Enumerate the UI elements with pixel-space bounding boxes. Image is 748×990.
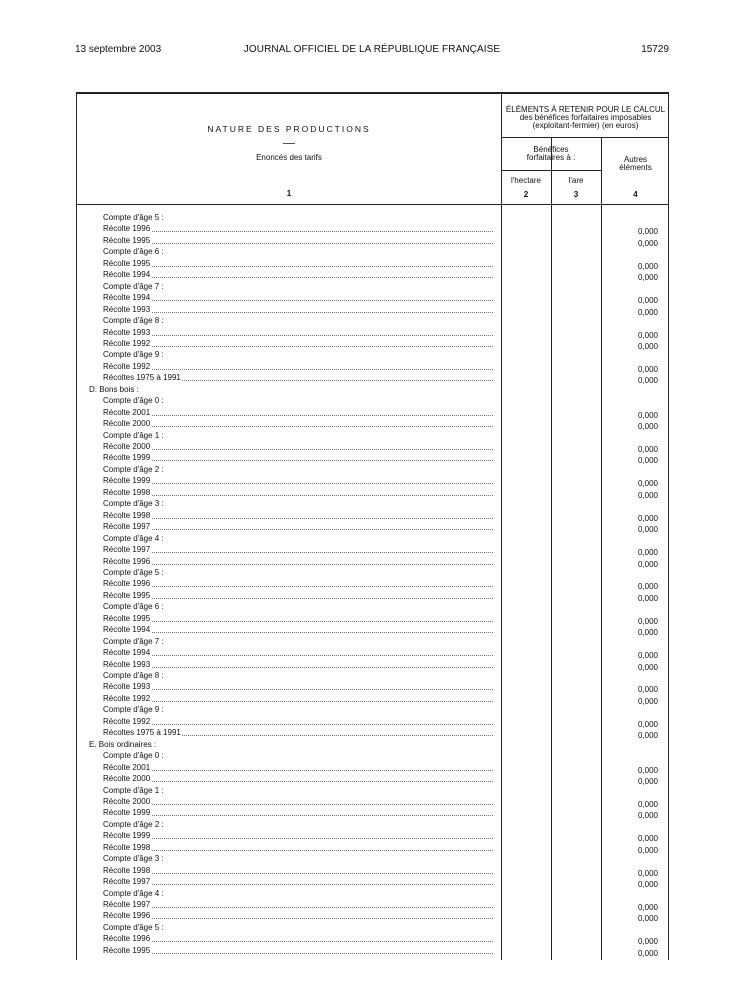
row-label: Compte d'âge 5 : <box>103 213 164 222</box>
dotted-leader <box>103 460 493 461</box>
table-row <box>103 716 497 727</box>
dotted-leader <box>103 953 493 954</box>
row-label: Récolte 1996 <box>103 934 151 944</box>
table-row <box>103 258 497 269</box>
column-divider-1 <box>501 94 502 960</box>
autres-elements-value: 0,000 <box>637 341 658 351</box>
row-label: Récolte 1994 <box>103 648 151 658</box>
row-label: Récolte 1993 <box>103 659 151 669</box>
header-rule-elements <box>501 137 668 138</box>
row-label: Compte d'âge 8 : <box>103 316 164 326</box>
dotted-leader <box>103 415 493 416</box>
publication-date: 13 septembre 2003 <box>75 44 162 55</box>
table-row <box>103 830 497 841</box>
row-label: Récolte 1994 <box>103 625 151 635</box>
row-label: Récolte 1999 <box>103 453 151 463</box>
table-row <box>103 910 497 921</box>
autres-elements-value: 0,000 <box>637 330 658 340</box>
dotted-leader <box>103 873 493 874</box>
table-row <box>103 865 497 876</box>
row-label: Récolte 1995 <box>103 945 151 955</box>
row-label: Compte d'âge 1 : <box>103 430 164 440</box>
row-label: E. Bois ordinaires : <box>89 739 157 749</box>
autres-elements-value: 0,000 <box>637 273 658 283</box>
row-label: Récolte 2001 <box>103 762 151 772</box>
enonces-heading: Enoncés des tarifs <box>256 153 322 162</box>
group-heading <box>103 819 497 830</box>
table-row <box>103 223 497 234</box>
autres-elements-value: 0,000 <box>637 296 658 306</box>
table-row <box>103 235 497 246</box>
table-row <box>103 544 497 555</box>
autres-elements-value: 0,000 <box>637 616 658 626</box>
autres-elements-value: 0,000 <box>637 868 658 878</box>
dotted-leader <box>103 598 493 599</box>
dotted-leader <box>103 884 493 885</box>
group-heading <box>103 498 497 509</box>
row-label: Compte d'âge 0 : <box>103 751 164 761</box>
elements-heading-line3: (exploitant-fermier) (en euros) <box>532 121 639 130</box>
dotted-leader <box>103 495 493 496</box>
page-header <box>75 44 669 60</box>
row-label: Récolte 1999 <box>103 476 151 486</box>
autres-elements-value: 0,000 <box>637 628 658 638</box>
row-label: Récolte 1997 <box>103 522 151 532</box>
autres-elements-value: 0,000 <box>637 582 658 592</box>
dotted-leader <box>103 941 493 942</box>
dotted-leader <box>103 667 493 668</box>
autres-elements-value: 0,000 <box>637 811 658 821</box>
dotted-leader <box>103 918 493 919</box>
autres-elements-value: 0,000 <box>637 937 658 947</box>
row-label: Récolte 1997 <box>103 545 151 555</box>
autres-elements-value: 0,000 <box>637 651 658 661</box>
autres-elements-value: 0,000 <box>637 685 658 695</box>
autres-elements-value: 0,000 <box>637 880 658 890</box>
row-label: Récolte 1997 <box>103 877 151 887</box>
table-row <box>103 292 497 303</box>
section-heading <box>89 384 497 395</box>
table-row <box>103 647 497 658</box>
group-heading <box>103 212 497 223</box>
autres-elements-value: 0,000 <box>637 261 658 271</box>
dotted-leader <box>103 518 493 519</box>
journal-title: JOURNAL OFFICIEL DE LA RÉPUBLIQUE FRANÇAISE <box>243 44 501 55</box>
row-label: Récolte 1997 <box>103 900 151 909</box>
nature-des-productions-heading: NATURE DES PRODUCTIONS <box>207 124 371 134</box>
elements-heading-line1: ÉLÉMENTS À RETENIR POUR LE CALCUL <box>505 105 666 114</box>
dotted-leader <box>103 335 493 336</box>
section-heading <box>89 739 497 750</box>
row-label: Récolte 2000 <box>103 796 151 806</box>
table-row <box>103 899 497 910</box>
table-row <box>103 521 497 532</box>
column-number-1: 1 <box>286 189 292 198</box>
row-label: Récolte 1992 <box>103 716 151 726</box>
row-label: Compte d'âge 5 : <box>103 922 164 932</box>
dotted-leader <box>103 243 493 244</box>
group-heading <box>103 636 497 647</box>
table-row <box>103 945 497 956</box>
autres-elements-value: 0,000 <box>637 525 658 535</box>
elements-heading-line2: des bénéfices forfaitaires imposables <box>519 113 652 122</box>
group-heading <box>103 430 497 441</box>
autres-elements-value: 0,000 <box>637 914 658 924</box>
autres-elements-value: 0,000 <box>637 445 658 454</box>
row-label: Compte d'âge 3 : <box>103 854 164 864</box>
dotted-leader <box>103 552 493 553</box>
table-row <box>103 441 497 452</box>
dotted-leader <box>103 426 493 427</box>
table-row <box>103 452 497 463</box>
row-label: Récolte 1994 <box>103 270 151 280</box>
row-label: Récolte 1992 <box>103 361 151 371</box>
table-row <box>103 659 497 670</box>
row-label: Compte d'âge 6 : <box>103 602 164 612</box>
row-label: Récolte 1993 <box>103 682 151 692</box>
group-heading <box>103 601 497 612</box>
autres-elements-value: 0,000 <box>637 731 658 741</box>
dotted-leader <box>103 312 493 313</box>
table-row <box>103 372 497 383</box>
row-label: Récolte 1992 <box>103 693 151 703</box>
group-heading <box>103 533 497 544</box>
header-rule-benefices <box>501 170 601 171</box>
row-label: Compte d'âge 2 : <box>103 464 164 474</box>
table-row <box>103 773 497 784</box>
row-label: Récolte 1999 <box>103 831 151 841</box>
group-heading <box>103 315 497 326</box>
dotted-leader <box>103 850 493 851</box>
table-row <box>103 418 497 429</box>
dotted-leader <box>103 815 493 816</box>
dotted-leader <box>103 449 493 450</box>
dotted-leader <box>103 300 493 301</box>
row-label: Récolte 2001 <box>103 407 151 417</box>
autres-heading-line1: Autres <box>623 155 648 164</box>
autres-elements-value: 0,000 <box>637 765 658 775</box>
row-label: Récolte 2000 <box>103 419 151 429</box>
table-row <box>103 624 497 635</box>
table-row <box>103 693 497 704</box>
dotted-leader <box>103 483 493 484</box>
row-label: Récolte 1998 <box>103 842 151 852</box>
table-row <box>103 590 497 601</box>
table-row <box>103 407 497 418</box>
row-label: Récolte 1995 <box>103 613 151 623</box>
row-label: Compte d'âge 3 : <box>103 499 164 509</box>
autres-elements-value: 0,000 <box>637 227 658 237</box>
autres-elements-value: 0,000 <box>637 662 658 672</box>
row-label: Compte d'âge 5 : <box>103 567 164 577</box>
column-number-4: 4 <box>633 190 638 199</box>
row-label: Récolte 1995 <box>103 235 151 245</box>
autres-elements-value: 0,000 <box>637 307 658 317</box>
row-label: Récolte 1993 <box>103 304 151 314</box>
table-row <box>103 681 497 692</box>
page-number: 15729 <box>641 44 669 55</box>
group-heading <box>103 246 497 257</box>
table-row <box>103 327 497 338</box>
autres-elements-value: 0,000 <box>637 490 658 500</box>
column-number-2: 2 <box>523 190 529 199</box>
group-heading <box>103 704 497 715</box>
benefices-heading-line1: Bénéfices <box>533 145 569 154</box>
table-row <box>103 613 497 624</box>
dotted-leader <box>103 621 493 622</box>
row-label: Compte d'âge 7 : <box>103 636 164 646</box>
autres-elements-value: 0,000 <box>637 799 658 809</box>
group-heading <box>103 670 497 681</box>
dotted-leader <box>103 369 493 370</box>
autres-elements-value: 0,000 <box>637 513 658 523</box>
table-row <box>103 762 497 773</box>
autres-elements-value: 0,000 <box>637 834 658 844</box>
dotted-leader <box>103 632 493 633</box>
row-label: Récolte 1999 <box>103 808 151 818</box>
heading-dash <box>283 143 295 144</box>
row-label: Récolte 1995 <box>103 258 151 268</box>
autres-elements-value: 0,000 <box>637 410 658 420</box>
dotted-leader <box>103 277 493 278</box>
autres-elements-value: 0,000 <box>637 777 658 787</box>
autres-elements-value: 0,000 <box>637 845 658 855</box>
table-row <box>103 807 497 818</box>
table-row <box>103 727 497 738</box>
table-row <box>103 269 497 280</box>
row-label: Récolte 1998 <box>103 487 151 497</box>
dotted-leader <box>103 838 493 839</box>
row-label: Récolte 1996 <box>103 911 151 921</box>
autres-elements-value: 0,000 <box>637 696 658 706</box>
autres-elements-value: 0,000 <box>637 948 658 958</box>
autres-elements-value: 0,000 <box>637 422 658 432</box>
are-heading: l'are <box>568 176 584 185</box>
row-label: Récolte 1993 <box>103 327 151 337</box>
dotted-leader <box>103 701 493 702</box>
table-row <box>103 556 497 567</box>
dotted-leader <box>103 804 493 805</box>
dotted-leader <box>103 781 493 782</box>
table-row <box>103 510 497 521</box>
row-label: Compte d'âge 9 : <box>103 350 164 360</box>
row-label: Compte d'âge 0 : <box>103 396 164 406</box>
dotted-leader <box>103 564 493 565</box>
row-label: Récolte 1996 <box>103 556 151 566</box>
row-label: Récolte 1992 <box>103 338 151 348</box>
dotted-leader <box>103 346 493 347</box>
row-label: Récolte 1995 <box>103 590 151 600</box>
table-row <box>103 304 497 315</box>
header-bottom-rule <box>77 204 668 205</box>
row-label: Compte d'âge 7 : <box>103 281 164 291</box>
autres-elements-value: 0,000 <box>637 593 658 603</box>
row-label: Récolte 1998 <box>103 510 151 520</box>
table-row <box>103 578 497 589</box>
dotted-leader <box>103 724 493 725</box>
row-label: Compte d'âge 6 : <box>103 247 164 257</box>
group-heading <box>103 395 497 406</box>
autres-elements-value: 0,000 <box>637 364 658 374</box>
column-number-3: 3 <box>573 190 579 199</box>
row-label: Compte d'âge 9 : <box>103 705 164 715</box>
table-row <box>103 487 497 498</box>
autres-elements-value: 0,000 <box>637 548 658 558</box>
row-label: Récolte 1996 <box>103 579 151 589</box>
autres-elements-value: 0,000 <box>637 479 658 489</box>
group-heading <box>103 281 497 292</box>
table-row <box>103 933 497 944</box>
row-label: Récolte 2000 <box>103 442 151 451</box>
autres-elements-value: 0,000 <box>637 376 658 386</box>
row-label: Compte d'âge 8 : <box>103 671 164 680</box>
benefices-heading-line2: forfaitaires à : <box>526 153 576 162</box>
dotted-leader <box>103 655 493 656</box>
group-heading <box>103 888 497 899</box>
dotted-leader <box>103 231 493 232</box>
row-label: Compte d'âge 4 : <box>103 888 164 898</box>
dotted-leader <box>103 586 493 587</box>
autres-heading-line2: éléments <box>619 163 652 172</box>
row-label: Récolte 1996 <box>103 224 151 234</box>
row-label: Récolte 1998 <box>103 865 151 875</box>
dotted-leader <box>103 770 493 771</box>
group-heading <box>103 853 497 864</box>
table-row <box>103 361 497 372</box>
row-label: Récolte 1994 <box>103 293 151 303</box>
group-heading <box>103 464 497 475</box>
table-row <box>103 842 497 853</box>
autres-elements-value: 0,000 <box>637 456 658 466</box>
dotted-leader <box>103 907 493 908</box>
dotted-leader <box>103 529 493 530</box>
table-row <box>103 876 497 887</box>
row-label: D. Bons bois : <box>89 384 139 394</box>
column-divider-2 <box>551 138 552 960</box>
row-label: Récolte 2000 <box>103 774 151 784</box>
group-heading <box>103 567 497 578</box>
row-label: Compte d'âge 4 : <box>103 533 164 543</box>
autres-elements-value: 0,000 <box>637 903 658 912</box>
dotted-leader <box>103 689 493 690</box>
row-label: Compte d'âge 1 : <box>103 785 164 795</box>
group-heading <box>103 922 497 933</box>
hectare-heading: l'hectare <box>511 176 541 185</box>
group-heading <box>103 349 497 360</box>
autres-elements-value: 0,000 <box>637 719 658 729</box>
tariff-table <box>76 92 669 960</box>
row-label: Compte d'âge 2 : <box>103 819 164 829</box>
autres-elements-value: 0,000 <box>637 238 658 248</box>
group-heading <box>103 785 497 796</box>
row-label: Récoltes 1975 à 1991 <box>103 373 181 383</box>
table-row <box>103 338 497 349</box>
table-row <box>103 796 497 807</box>
row-label: Récoltes 1975 à 1991 <box>103 728 181 738</box>
table-row <box>103 475 497 486</box>
dotted-leader <box>103 266 493 267</box>
autres-elements-value: 0,000 <box>637 559 658 569</box>
group-heading <box>103 750 497 761</box>
